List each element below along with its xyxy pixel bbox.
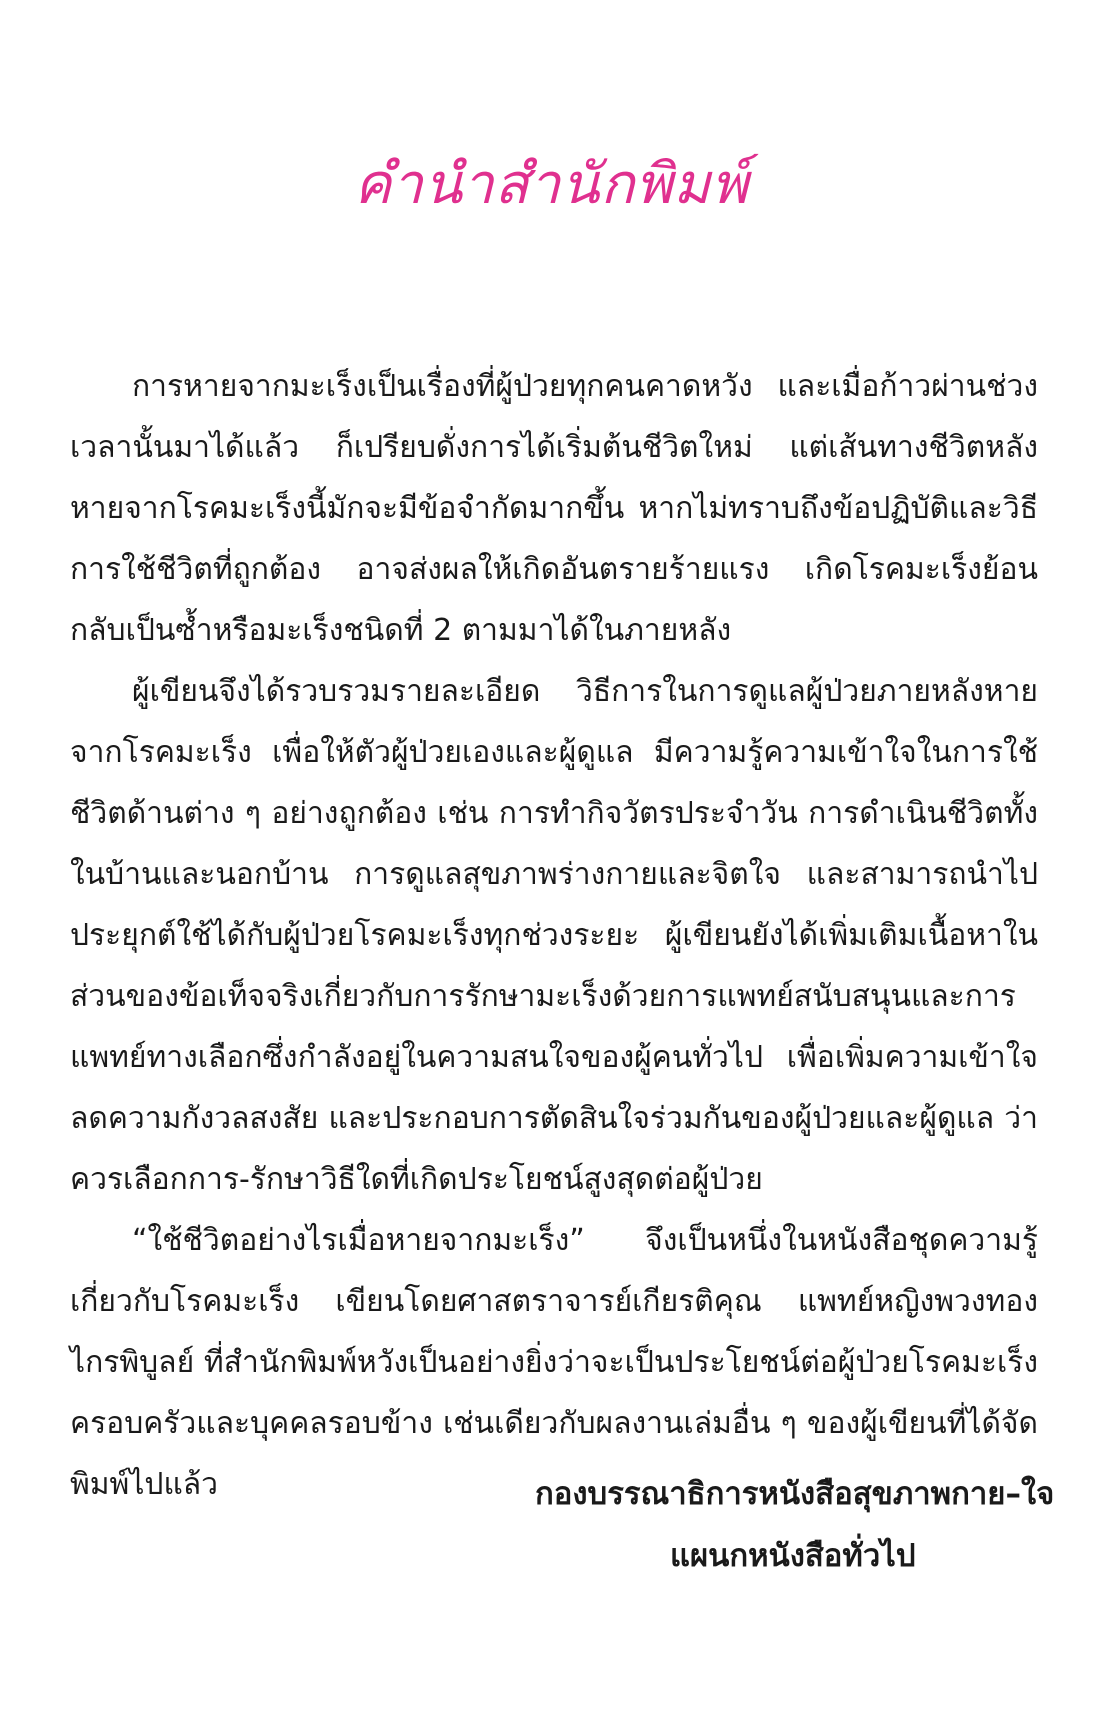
paragraph-3: “ใช้ชีวิตอย่างไรเมื่อหายจากมะเร็ง” จึงเป็นหนึ่งในหนังสือชุดความรู้เกี่ยวกับโรคมะเร็ง เขียนโดยศาสตราจารย์เกียรติคุณ แพทย์หญิงพวงทอง ไกรพิบูลย์ ที่สำนักพิมพ์หวังเป็นอย่างยิ่งว่าจะเป็นประโยชน์ต่อผู้ป่วยโรคมะเร็ง ครอบครัวและบุคคลรอบข้าง เช่นเดียวกับผลงานเล่มอื่น ๆ ของผู้เขียนที่ได้จัดพิมพ์ไปแล้ว	[70, 1223, 1038, 1502]
signature-line-2: แผนกหนังสือทั่วไป	[670, 1538, 916, 1574]
signature-line-1: กองบรรณาธิการหนังสือสุขภาพกาย–ใจ	[535, 1476, 1055, 1512]
paragraph-1: การหายจากมะเร็งเป็นเรื่องที่ผู้ป่วยทุกคนคาดหวัง และเมื่อก้าวผ่านช่วงเวลานั้นมาได้แล้ว ก็เปรียบดั่งการได้เริ่มต้นชีวิตใหม่ แต่เส้นทางชีวิตหลังหายจากโรคมะเร็งนี้มักจะมีข้อจำกัดมากขึ้น หากไม่ทราบถึงข้อปฏิบัติและวิธีการใช้ชีวิตที่ถูกต้อง อาจส่งผลให้เกิดอันตรายร้ายแรง เกิดโรคมะเร็งย้อนกลับเป็นซ้ำหรือมะเร็งชนิดที่ 2 ตามมาได้ในภายหลัง	[70, 369, 1038, 648]
page-title: คำนำสำนักพิมพ์	[353, 152, 750, 217]
paragraph-2: ผู้เขียนจึงได้รวบรวมรายละเอียด วิธีการในการดูแลผู้ป่วยภายหลังหายจากโรคมะเร็ง เพื่อให้ตัวผู้ป่วยเองและผู้ดูแล มีความรู้ความเข้าใจในการใช้ชีวิตด้านต่าง ๆ อย่างถูกต้อง เช่น การทำกิจวัตรประจำวัน การดำเนินชีวิตทั้งในบ้านและนอกบ้าน การดูแลสุขภาพร่างกายและจิตใจ และสามารถนำไปประยุกต์ใช้ได้กับผู้ป่วยโรคมะเร็งทุกช่วงระยะ ผู้เขียนยังได้เพิ่มเติมเนื้อหาในส่วนของข้อเท็จจริงเกี่ยวกับการรักษามะเร็งด้วยการแพทย์สนับสนุนและการแพทย์ทางเลือกซึ่งกำลังอยู่ในความสนใจของผู้คนทั่วไป เพื่อเพิ่มความเข้าใจ ลดความกังวลสงสัย และประกอบการตัดสินใจร่วมกันของผู้ป่วยและผู้ดูแล ว่าควรเลือกการ-รักษาวิธีใดที่เกิดประโยชน์สูงสุดต่อผู้ป่วย	[70, 674, 1038, 1197]
body-text	[70, 356, 1038, 1515]
